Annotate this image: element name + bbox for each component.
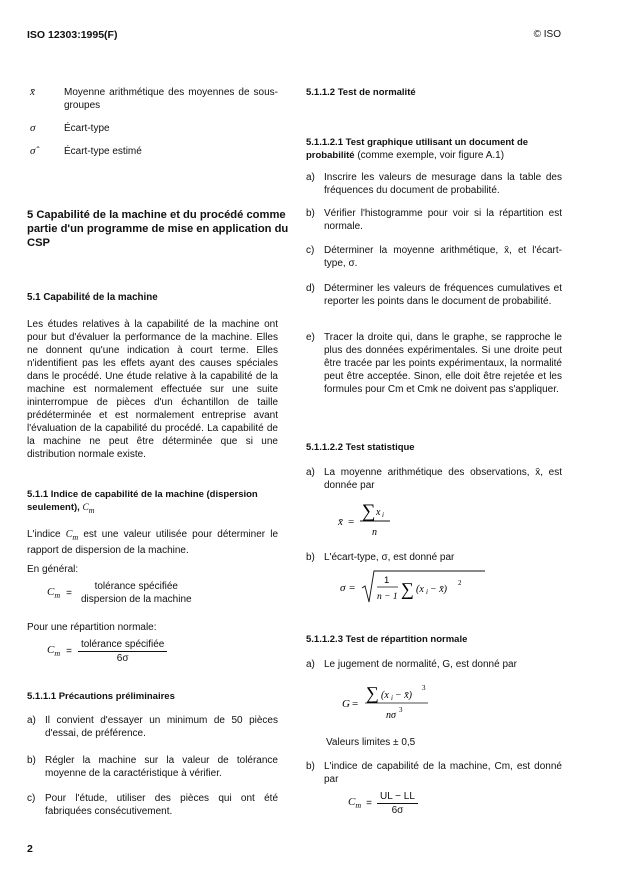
svg-text:i: i: [382, 511, 384, 519]
svg-text:σ: σ: [340, 582, 346, 594]
item-label: b): [27, 755, 36, 766]
list-item: [306, 207, 562, 235]
section-5-heading: 5 Capabilité de la machine et du procédé comme partie d'un programme de mise en application du CSP: [27, 209, 289, 249]
item-text: Pour l'étude, utiliser des pièces qui ont été fabriquées consécutivement.: [45, 793, 278, 817]
svg-text:∑: ∑: [366, 683, 379, 703]
cm-symbol: $C_m$: [82, 503, 95, 515]
section-5-1-paragraph: Les études relatives à la capabilité de la machine ont pour but d'évaluer la performance de la machine. Elles ne donnent qu'une indication à court terme. Elles n'identifient pas les effets ayant des causes spéciales dans le procédé. Une étude relative à la capabilité de la machine est normalement effectuée sur une suite ininterrompue de pièces d'un échantillon de taille prédéterminée et est normalement entreprise avant l'évaluation de la capabilité du procédé. La capabilité de la machine ne peut être déterminée que si une distribution normale existe.: [27, 319, 278, 460]
fraction: [377, 790, 418, 817]
svg-text:x: x: [376, 507, 381, 518]
item-label: a): [306, 172, 315, 183]
item-text: Régler la machine sur la valeur de tolérance moyenne de la caractéristique à vérifier.: [45, 755, 278, 779]
section-5-1-1-2-3-heading: 5.1.1.2.3 Test de répartition normale: [306, 634, 468, 645]
section-5-1-heading: 5.1 Capabilité de la machine: [27, 292, 158, 303]
item-text: Vérifier l'histogramme pour voir si la répartition est normale.: [324, 208, 562, 232]
svg-text:∑: ∑: [401, 579, 414, 599]
cm-symbol-inline: $C_m$: [65, 529, 79, 542]
list-item: [306, 282, 562, 322]
svg-text:3: 3: [422, 684, 426, 692]
svg-text:2: 2: [458, 579, 462, 587]
def-symbol: σ: [30, 122, 36, 134]
svg-text:x̄: x̄: [338, 516, 343, 528]
list-item: [306, 658, 562, 672]
cm-symbol-formula: $C_m$: [47, 585, 61, 601]
svg-text:i: i: [426, 588, 428, 596]
item-label: a): [27, 715, 36, 726]
normal-distribution-label: Pour une répartition normale:: [27, 622, 157, 633]
svg-text:i: i: [391, 694, 393, 702]
item-label: d): [306, 283, 315, 294]
in-general-label: En général:: [27, 564, 79, 575]
item-text: La moyenne arithmétique des observations, x̄, est donnée par: [324, 467, 562, 491]
denominator: 6σ: [116, 653, 129, 664]
svg-text:=: =: [348, 516, 355, 528]
def-symbol: σ̂: [30, 145, 36, 157]
section-5-1-1-heading: [27, 488, 267, 517]
svg-text:− x̄): − x̄): [430, 584, 448, 595]
item-label: a): [306, 659, 315, 670]
svg-text:=: =: [352, 698, 359, 710]
cm-intro: L'indice $C_m$ est une valeur utilisée pour déterminer le rapport de dispersion de la machine.: [27, 529, 279, 556]
list-item: [306, 466, 562, 494]
item-label: c): [27, 793, 36, 804]
cm-formula: $C_m$ = $\frac{UL - LL}{6\sigma}$: [348, 790, 418, 817]
standard-reference: ISO 12303:1995(F): [27, 29, 118, 41]
item-text: L'écart-type, σ, est donné par: [324, 552, 455, 563]
limit-values: Valeurs limites ± 0,5: [326, 737, 416, 748]
item-label: c): [306, 245, 315, 256]
list-item: [306, 244, 562, 272]
cm-symbol-formula: $C_m$: [47, 644, 61, 659]
def-text: Écart-type: [64, 123, 110, 134]
svg-text:(x: (x: [381, 690, 389, 701]
item-label: b): [306, 552, 315, 563]
item-text: Déterminer les valeurs de fréquences cumulatives et reporter les points dans le document de probabilité.: [324, 283, 562, 307]
fraction: [78, 580, 195, 606]
def-text: Écart-type estimé: [64, 146, 142, 157]
svg-text:(x: (x: [416, 584, 424, 595]
svg-text:n: n: [372, 527, 377, 538]
page-number: 2: [27, 843, 33, 855]
formula-normal: $C_m$ = $\frac{\text{tolérance spécifiée}}{6\sigma}$: [47, 638, 167, 665]
item-label: a): [306, 467, 315, 478]
item-text: L'indice de capabilité de la machine, Cm, est donné par: [324, 761, 562, 785]
fraction: [78, 638, 167, 665]
svg-text:∑: ∑: [362, 501, 376, 522]
svg-text:G: G: [342, 698, 350, 710]
section-5-1-1-2-heading: 5.1.1.2 Test de normalité: [306, 87, 416, 98]
list-item: [27, 754, 278, 782]
list-item: [306, 171, 562, 199]
sigma-formula: [340, 568, 490, 608]
item-label: b): [306, 761, 315, 772]
numerator: tolérance spécifiée: [94, 581, 178, 592]
svg-text:3: 3: [399, 706, 403, 714]
item-text: Déterminer la moyenne arithmétique, x̄, et l'écart-type, σ.: [324, 245, 562, 269]
mean-formula: [338, 497, 428, 543]
list-item: [27, 714, 278, 742]
copyright: © ISO: [533, 29, 561, 40]
g-formula: [342, 680, 442, 726]
item-text: Il convient d'essayer un minimum de 50 pièces d'essai, de préférence.: [45, 715, 278, 739]
formula-general: $C_m$ = tolérance spécifiée dispersion de la machine: [47, 580, 195, 606]
list-item: [306, 551, 562, 565]
denominator: 6σ: [391, 805, 404, 816]
section-5-1-1-2-1-heading: [306, 136, 564, 162]
list-item: [27, 792, 278, 820]
cm-symbol-formula: $C_m$: [348, 796, 362, 811]
def-symbol: x̄̄: [30, 86, 35, 98]
item-text: Tracer la droite qui, dans le graphe, se rapproche le plus des données expérimentales. Si une droite peut être tracée par les points expérimentaux, la normalité peut être acceptée. Sinon, elle doit être rejetée et les formules pour Cm et Cmk ne doivent pas s'appliquer.: [324, 332, 562, 395]
svg-text:=: =: [349, 582, 356, 594]
item-text: Inscrire les valeurs de mesurage dans la table des fréquences du document de probabilité.: [324, 172, 562, 196]
svg-text:nσ: nσ: [386, 710, 396, 721]
heading-text: 5.1.1.2.1 Test graphique utilisant un document de probabilité: [306, 137, 529, 161]
list-item: [306, 331, 562, 411]
numerator: tolérance spécifiée: [78, 638, 167, 652]
heading-note: (comme exemple, voir figure A.1): [357, 150, 505, 161]
denominator: dispersion de la machine: [80, 594, 192, 605]
numerator: UL − LL: [377, 790, 418, 804]
item-label: e): [306, 332, 315, 343]
heading-text: 5.1.1 Indice de capabilité de la machine (dispersion seulement),: [27, 489, 258, 513]
item-label: b): [306, 208, 315, 219]
list-item: [306, 760, 562, 788]
def-text: Moyenne arithmétique des moyennes de sous-groupes: [64, 87, 278, 111]
item-text: Le jugement de normalité, G, est donné par: [324, 659, 517, 670]
section-5-1-1-1-heading: 5.1.1.1 Précautions préliminaires: [27, 691, 175, 702]
section-5-1-1-2-2-heading: 5.1.1.2.2 Test statistique: [306, 442, 415, 453]
svg-text:n − 1: n − 1: [377, 592, 398, 602]
svg-text:− x̄): − x̄): [395, 690, 413, 701]
svg-text:1: 1: [384, 575, 390, 586]
